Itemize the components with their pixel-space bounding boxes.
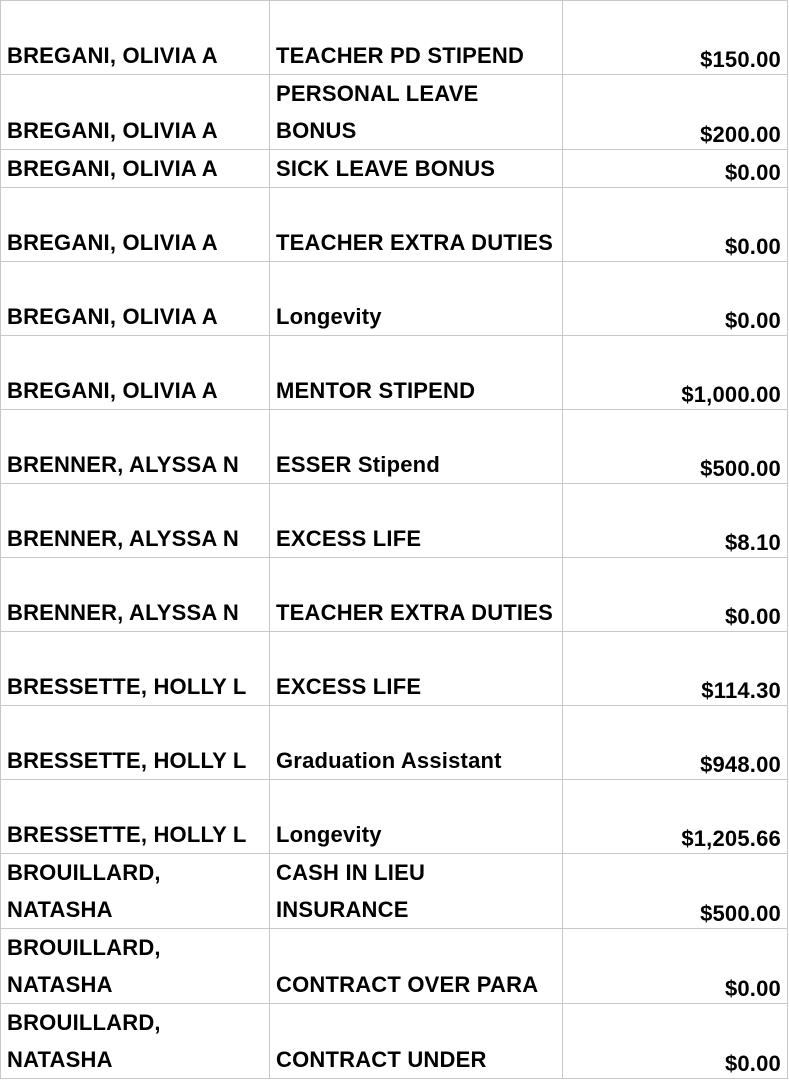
table-row bbox=[1, 75, 788, 150]
employee-name: BROUILLARD, NATASHA bbox=[7, 860, 161, 922]
employee-name-cell[interactable] bbox=[1, 1, 270, 75]
pay-description: CASH IN LIEU INSURANCE bbox=[276, 860, 426, 922]
amount-cell[interactable] bbox=[563, 336, 788, 410]
pay-description: Graduation Assistant bbox=[276, 748, 502, 773]
description-cell[interactable] bbox=[270, 262, 563, 336]
employee-name-cell[interactable] bbox=[1, 632, 270, 706]
employee-name-cell[interactable] bbox=[1, 854, 270, 929]
description-cell[interactable] bbox=[270, 706, 563, 780]
employee-name: BREGANI, OLIVIA A bbox=[7, 43, 218, 68]
amount-cell[interactable] bbox=[563, 558, 788, 632]
employee-name-cell[interactable] bbox=[1, 558, 270, 632]
employee-name-cell[interactable] bbox=[1, 706, 270, 780]
table-row bbox=[1, 410, 788, 484]
employee-name-cell[interactable] bbox=[1, 1004, 270, 1079]
employee-name-cell[interactable] bbox=[1, 780, 270, 854]
table-row bbox=[1, 854, 788, 929]
description-cell[interactable] bbox=[270, 336, 563, 410]
pay-description: ESSER Stipend bbox=[276, 452, 440, 477]
employee-name: BRENNER, ALYSSA N bbox=[7, 526, 239, 551]
table-row bbox=[1, 262, 788, 336]
table-row bbox=[1, 1, 788, 75]
description-cell[interactable] bbox=[270, 188, 563, 262]
employee-name: BROUILLARD, NATASHA bbox=[7, 1010, 161, 1072]
employee-name-cell[interactable] bbox=[1, 929, 270, 1004]
employee-name: BREGANI, OLIVIA A bbox=[7, 230, 218, 255]
pay-amount: $0.00 bbox=[724, 976, 781, 1001]
table-row bbox=[1, 484, 788, 558]
employee-name-cell[interactable] bbox=[1, 336, 270, 410]
pay-amount: $0.00 bbox=[724, 1051, 781, 1076]
pay-description: TEACHER EXTRA DUTIES bbox=[276, 230, 553, 255]
employee-name: BREGANI, OLIVIA A bbox=[7, 378, 218, 403]
employee-name: BRESSETTE, HOLLY L bbox=[7, 822, 247, 847]
table-row bbox=[1, 336, 788, 410]
amount-cell[interactable] bbox=[563, 929, 788, 1004]
description-cell[interactable] bbox=[270, 1, 563, 75]
pay-description: Longevity bbox=[276, 304, 382, 329]
table-row bbox=[1, 706, 788, 780]
description-cell[interactable] bbox=[270, 929, 563, 1004]
employee-name: BRESSETTE, HOLLY L bbox=[7, 748, 247, 773]
employee-name-cell[interactable] bbox=[1, 75, 270, 150]
pay-amount: $0.00 bbox=[724, 308, 781, 333]
pay-description: CONTRACT UNDER bbox=[276, 1047, 487, 1072]
pay-amount: $0.00 bbox=[724, 234, 781, 259]
description-cell[interactable] bbox=[270, 75, 563, 150]
pay-amount: $114.30 bbox=[701, 678, 781, 703]
amount-cell[interactable] bbox=[563, 854, 788, 929]
amount-cell[interactable] bbox=[563, 150, 788, 188]
description-cell[interactable] bbox=[270, 410, 563, 484]
amount-cell[interactable] bbox=[563, 780, 788, 854]
pay-amount: $500.00 bbox=[700, 456, 781, 481]
employee-name: BREGANI, OLIVIA A bbox=[7, 304, 218, 329]
employee-name: BREGANI, OLIVIA A bbox=[7, 156, 218, 181]
employee-name-cell[interactable] bbox=[1, 188, 270, 262]
pay-description: EXCESS LIFE bbox=[276, 526, 422, 551]
pay-description: TEACHER PD STIPEND bbox=[276, 43, 525, 68]
pay-amount: $948.00 bbox=[700, 752, 781, 777]
description-cell[interactable] bbox=[270, 558, 563, 632]
table-row bbox=[1, 1004, 788, 1079]
amount-cell[interactable] bbox=[563, 262, 788, 336]
description-cell[interactable] bbox=[270, 484, 563, 558]
pay-amount: $500.00 bbox=[700, 901, 781, 926]
employee-name: BRENNER, ALYSSA N bbox=[7, 600, 239, 625]
description-cell[interactable] bbox=[270, 150, 563, 188]
pay-description: EXCESS LIFE bbox=[276, 674, 422, 699]
amount-cell[interactable] bbox=[563, 706, 788, 780]
pay-amount: $200.00 bbox=[700, 122, 781, 147]
amount-cell[interactable] bbox=[563, 410, 788, 484]
pay-description: PERSONAL LEAVE BONUS bbox=[276, 81, 479, 143]
employee-name: BREGANI, OLIVIA A bbox=[7, 118, 218, 143]
pay-amount: $1,000.00 bbox=[681, 382, 781, 407]
pay-amount: $0.00 bbox=[724, 604, 781, 629]
employee-name-cell[interactable] bbox=[1, 410, 270, 484]
table-row bbox=[1, 929, 788, 1004]
employee-name: BROUILLARD, NATASHA bbox=[7, 935, 161, 997]
amount-cell[interactable] bbox=[563, 632, 788, 706]
pay-amount: $1,205.66 bbox=[681, 826, 781, 851]
description-cell[interactable] bbox=[270, 1004, 563, 1079]
payments-table-body bbox=[1, 1, 788, 1079]
pay-amount: $0.00 bbox=[724, 160, 781, 185]
pay-description: Longevity bbox=[276, 822, 382, 847]
amount-cell[interactable] bbox=[563, 188, 788, 262]
employee-name: BRESSETTE, HOLLY L bbox=[7, 674, 247, 699]
pay-description: MENTOR STIPEND bbox=[276, 378, 476, 403]
employee-name-cell[interactable] bbox=[1, 150, 270, 188]
employee-name-cell[interactable] bbox=[1, 484, 270, 558]
pay-description: CONTRACT OVER PARA bbox=[276, 972, 539, 997]
description-cell[interactable] bbox=[270, 854, 563, 929]
pay-amount: $8.10 bbox=[724, 530, 781, 555]
employee-name: BRENNER, ALYSSA N bbox=[7, 452, 239, 477]
pay-description: TEACHER EXTRA DUTIES bbox=[276, 600, 553, 625]
description-cell[interactable] bbox=[270, 632, 563, 706]
table-row bbox=[1, 780, 788, 854]
pay-description: SICK LEAVE BONUS bbox=[276, 156, 496, 181]
table-row bbox=[1, 188, 788, 262]
amount-cell[interactable] bbox=[563, 1004, 788, 1079]
table-row bbox=[1, 558, 788, 632]
amount-cell[interactable] bbox=[563, 75, 788, 150]
table-row bbox=[1, 632, 788, 706]
employee-name-cell[interactable] bbox=[1, 262, 270, 336]
pay-amount: $150.00 bbox=[700, 47, 781, 72]
amount-cell[interactable] bbox=[563, 484, 788, 558]
table-row bbox=[1, 150, 788, 188]
description-cell[interactable] bbox=[270, 780, 563, 854]
amount-cell[interactable] bbox=[563, 1, 788, 75]
